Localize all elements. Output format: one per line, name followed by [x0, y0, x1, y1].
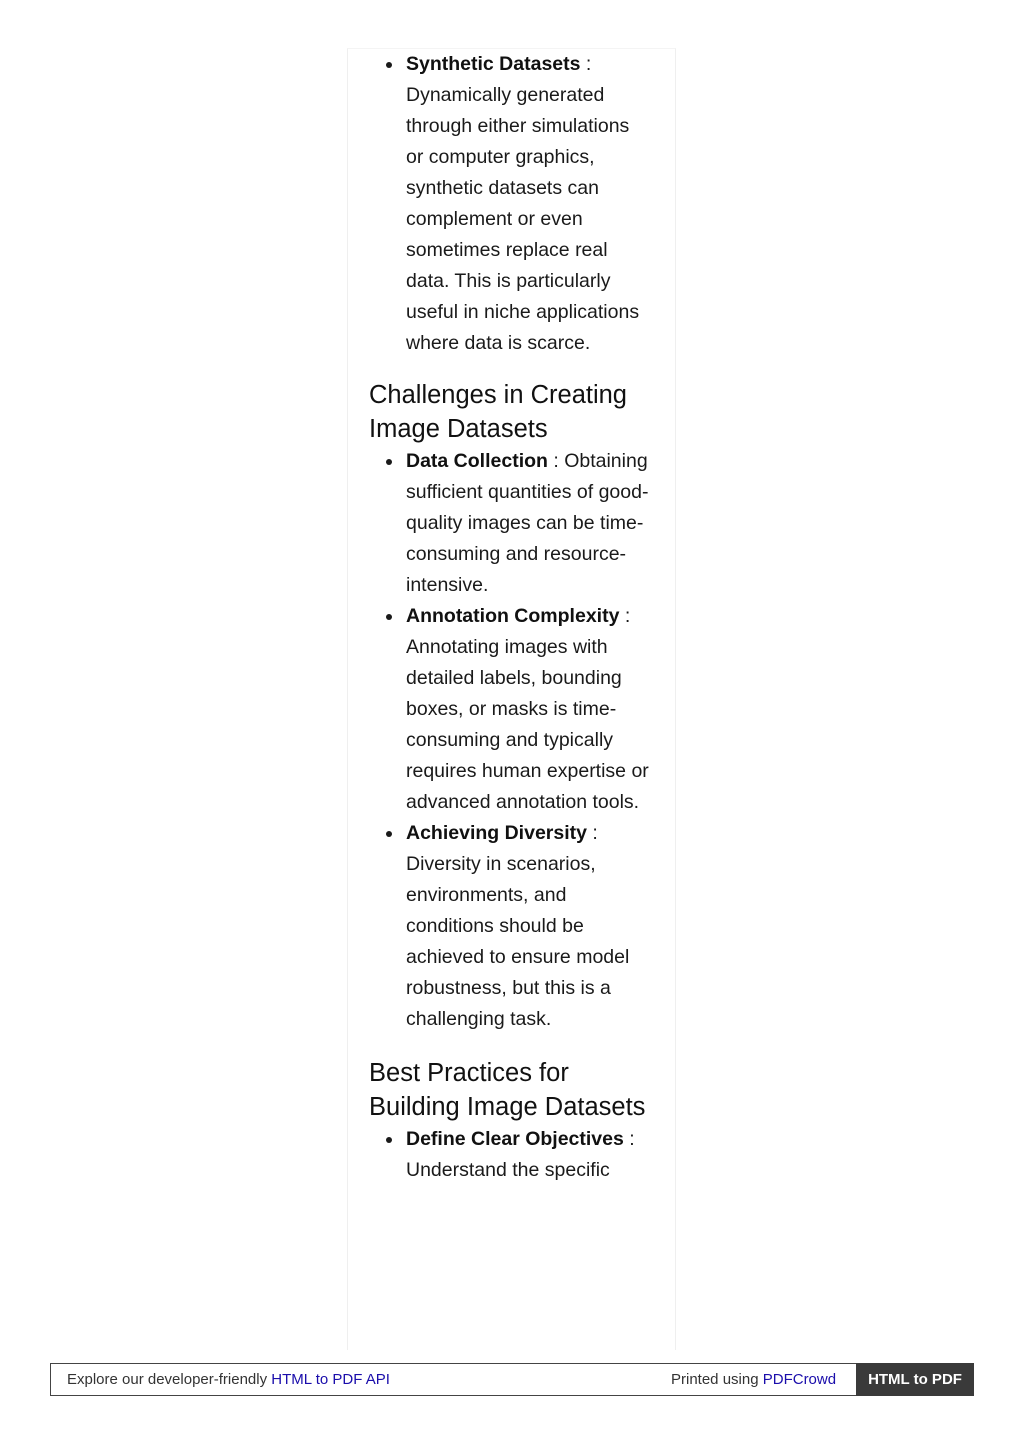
list-item-separator: :: [586, 822, 598, 844]
list-item: [406, 1124, 651, 1186]
section-heading-best-practices: Best Practices for Building Image Datasets: [369, 1059, 646, 1121]
list-item: [406, 601, 651, 818]
dataset-types-list: [369, 49, 651, 359]
list-item: [406, 49, 651, 359]
list-item-term: Annotation Complexity: [406, 605, 620, 627]
footer-promo-text: Explore our developer-friendly: [67, 1371, 272, 1388]
best-practices-list: [369, 1124, 651, 1186]
list-item-text: Annotating images with detailed labels, bounding boxes, or masks is time-consuming and typically requires human expertise or advanced annotation tools.: [406, 636, 649, 813]
list-item-text: Obtaining sufficient quantities of good-quality images can be time-consuming and resource-intensive.: [406, 450, 649, 596]
pdfcrowd-link[interactable]: PDFCrowd: [762, 1371, 837, 1388]
list-item: [406, 446, 651, 601]
list-item-term: Achieving Diversity: [406, 822, 587, 844]
list-item-separator: :: [547, 450, 565, 472]
list-item-text: Diversity in scenarios, environments, and conditions should be achieved to ensure model robustness, but this is a challenging task.: [406, 853, 630, 1030]
list-item-separator: :: [623, 1128, 635, 1150]
list-item: [406, 818, 651, 1035]
pdfcrowd-footer: [50, 1363, 974, 1396]
list-item-separator: :: [580, 53, 592, 75]
list-item-text: Dynamically generated through either simulations or computer graphics, synthetic datasets can complement or even sometimes replace real data. This is particularly useful in niche applications where data is scarce.: [406, 84, 640, 354]
article-column: [347, 48, 676, 1350]
list-item-term: Define Clear Objectives: [406, 1128, 624, 1150]
html-to-pdf-button[interactable]: HTML to PDF: [856, 1363, 974, 1396]
section-heading-challenges: Challenges in Creating Image Datasets: [369, 381, 627, 443]
challenges-list: [369, 446, 651, 1035]
list-item-term: Synthetic Datasets: [406, 53, 581, 75]
list-item-text: Understand the specific: [406, 1159, 610, 1181]
html-to-pdf-api-link[interactable]: HTML to PDF API: [271, 1371, 390, 1388]
list-item-term: Data Collection: [406, 450, 548, 472]
footer-promo: [67, 1371, 390, 1388]
footer-printed-text: Printed using: [671, 1371, 763, 1388]
footer-printed-using: [671, 1371, 836, 1388]
article-content: [348, 49, 675, 1186]
list-item-separator: :: [619, 605, 631, 627]
